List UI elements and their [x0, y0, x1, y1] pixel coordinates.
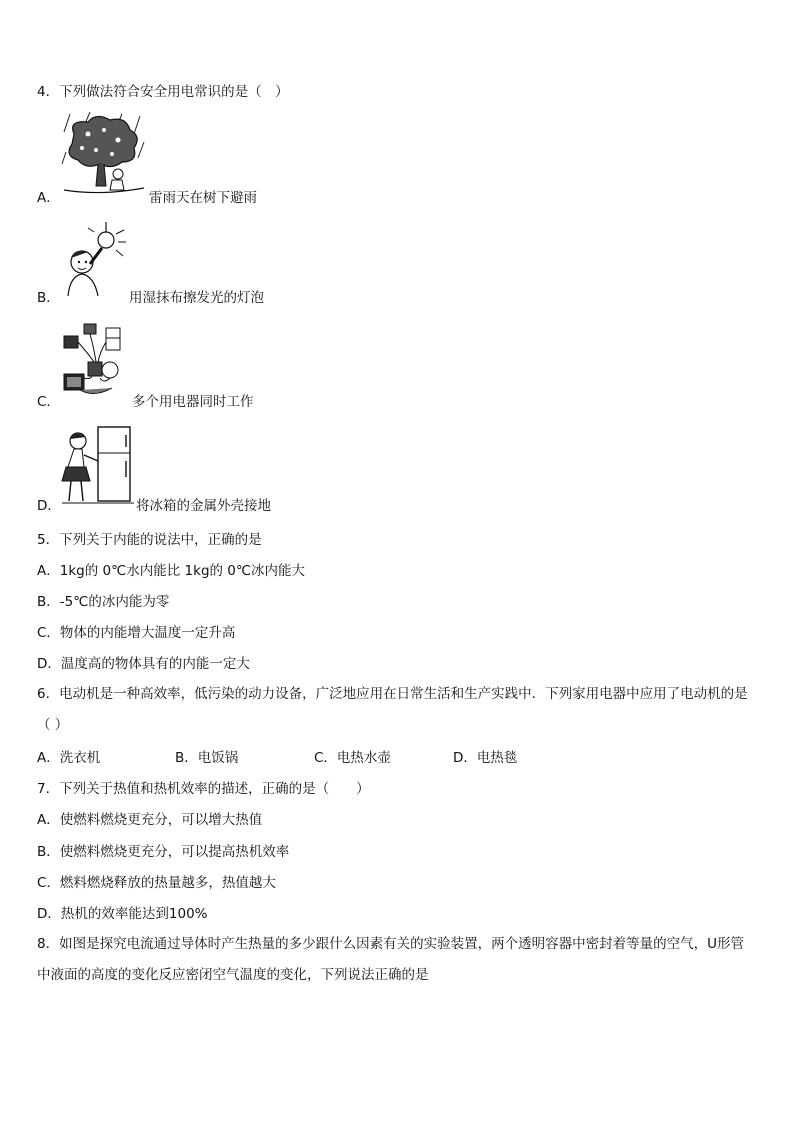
q7-option-b[interactable]: B．使燃料燃烧更充分，可以提高热机效率	[37, 844, 290, 860]
option-label: C．	[37, 394, 60, 410]
q6-option-d[interactable]: D．电热毯	[453, 750, 518, 766]
q4-option-b-text: 用湿抹布擦发光的灯泡	[129, 290, 264, 306]
q4-option-c-text: 多个用电器同时工作	[132, 394, 254, 410]
q5-option-c[interactable]: C．物体的内能增大温度一定升高	[37, 625, 236, 641]
option-label: A．	[37, 190, 60, 206]
q6-option-a[interactable]: A．洗衣机	[37, 750, 101, 766]
many-appliances-icon	[60, 322, 130, 400]
q4-option-a-text: 雷雨天在树下避雨	[149, 190, 257, 206]
q5-option-d[interactable]: D．温度高的物体具有的内能一定大	[37, 656, 250, 672]
q5-option-b[interactable]: B．-5℃的冰内能为零	[37, 594, 170, 610]
q6-stem: 6．电动机是一种高效率，低污染的动力设备，广泛地应用在日常生活和生产实践中．下列家用电器中应用了电动机的是（ ）	[37, 686, 748, 733]
q8-stem: 8．如图是探究电流通过导体时产生热量的多少跟什么因素有关的实验装置，两个透明容器中密封着等量的空气，U形管中液面的高度的变化反应密闭空气温度的变化，下列说法正确的是	[37, 936, 744, 983]
q4-option-d-text: 将冰箱的金属外壳接地	[136, 498, 271, 514]
wiping-bulb-icon	[60, 222, 128, 298]
q5-stem: 5．下列关于内能的说法中，正确的是	[37, 532, 262, 548]
tree-in-rain-icon	[60, 112, 146, 196]
fridge-grounding-icon	[60, 425, 134, 505]
q4-stem: 4．下列做法符合安全用电常识的是（ ）	[37, 84, 289, 100]
q6-options	[37, 749, 517, 767]
option-label: B．	[37, 290, 60, 306]
option-label: D．	[37, 498, 61, 514]
q6-option-c[interactable]: C．电热水壶	[314, 750, 391, 766]
q7-option-c[interactable]: C．燃料燃烧释放的热量越多，热值越大	[37, 875, 276, 891]
q7-stem: 7．下列关于热值和热机效率的描述，正确的是（ ）	[37, 781, 370, 797]
q6-option-b[interactable]: B．电饭锅	[175, 750, 239, 766]
q5-option-a[interactable]: A．1kg的 0℃水内能比 1kg的 0℃冰内能大	[37, 563, 306, 579]
q7-option-d[interactable]: D．热机的效率能达到100%	[37, 906, 208, 922]
q7-option-a[interactable]: A．使燃料燃烧更充分，可以增大热值	[37, 812, 263, 828]
